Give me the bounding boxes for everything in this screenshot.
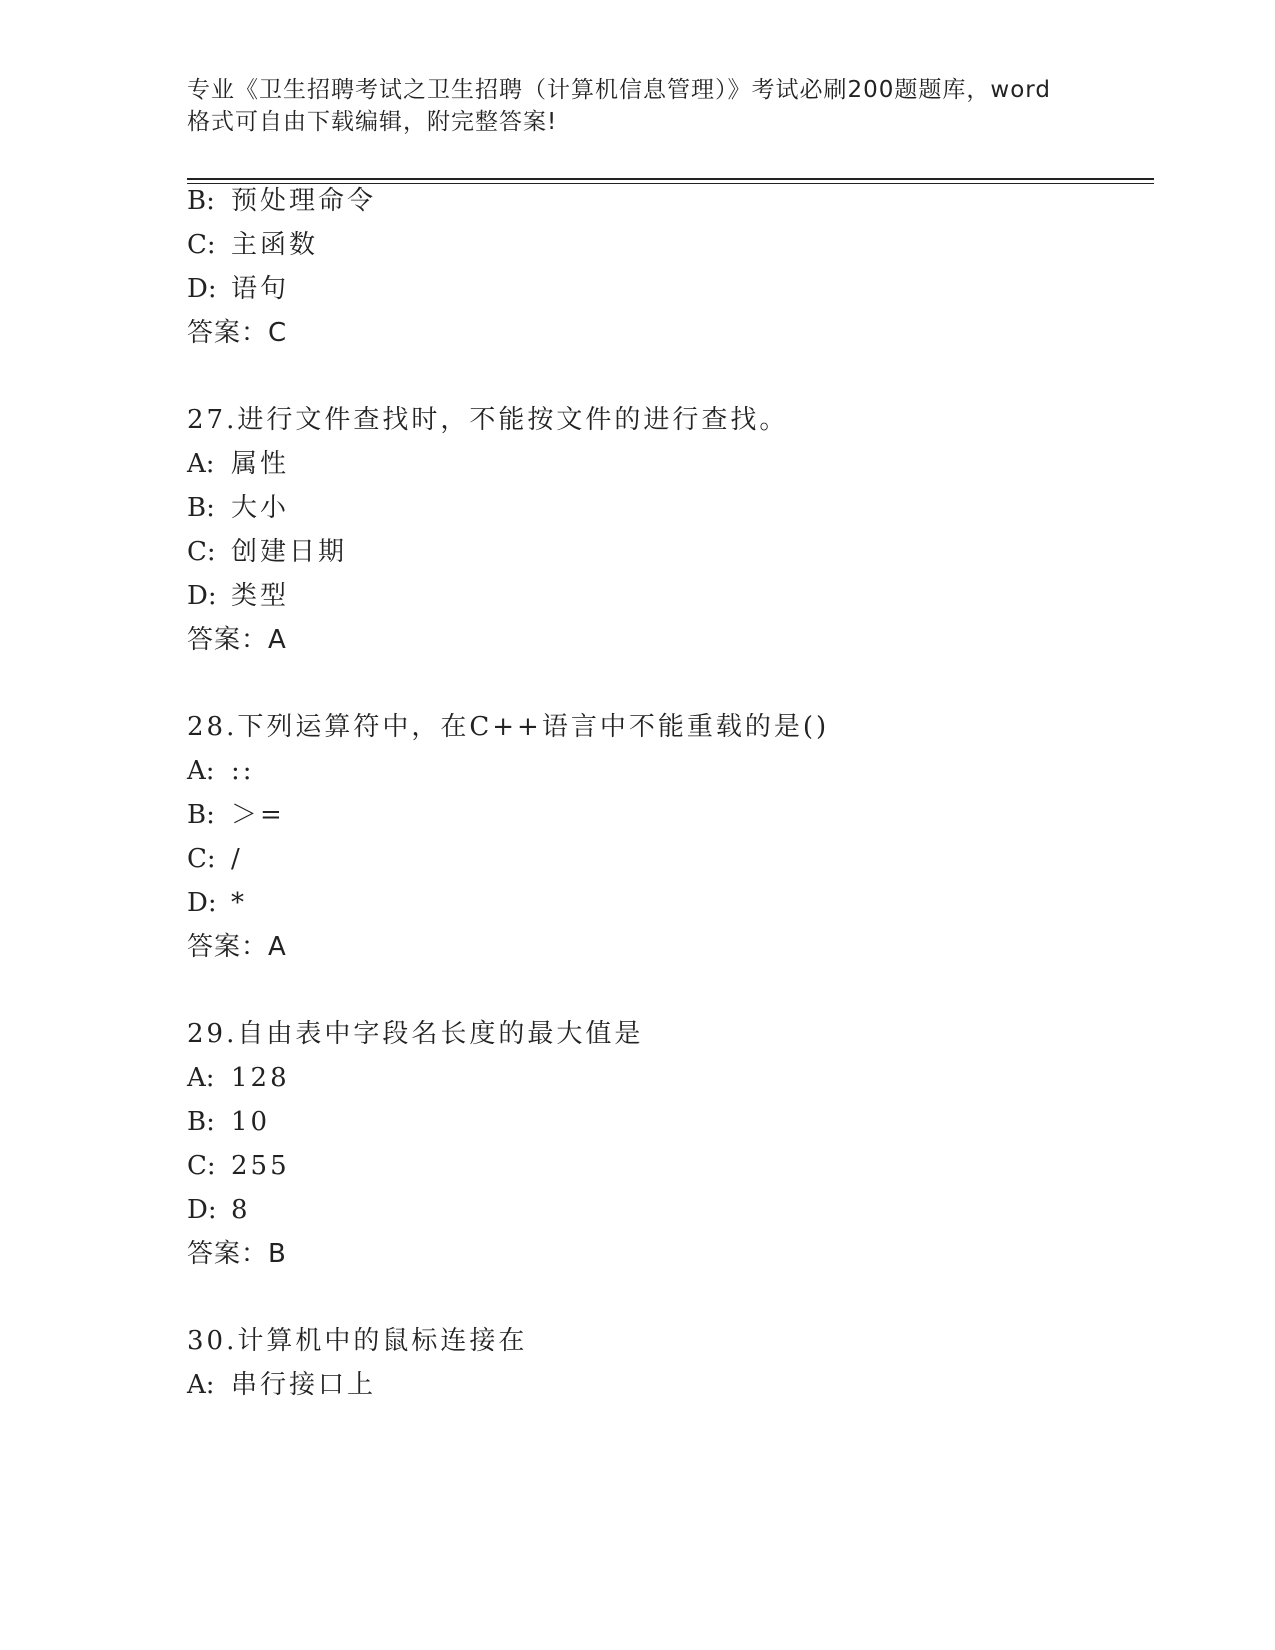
option-text: 类型 — [231, 581, 290, 611]
option-text: 128 — [231, 1063, 290, 1093]
option-text: 255 — [231, 1151, 290, 1181]
q27-answer: 答案：A — [187, 625, 287, 655]
q29-option-c — [187, 1149, 290, 1183]
option-text: 大小 — [231, 493, 290, 523]
option-label: B: — [187, 800, 215, 830]
option-label: D: — [187, 274, 217, 304]
option-label: B: — [187, 186, 215, 216]
q26-option-b — [187, 184, 376, 218]
q30-option-a — [187, 1368, 376, 1402]
q28-option-c — [187, 842, 243, 876]
q28-option-a — [187, 754, 255, 788]
option-text: 8 — [231, 1195, 251, 1225]
q27-option-b — [187, 491, 289, 525]
option-label: D: — [187, 1195, 217, 1225]
option-text: / — [231, 844, 243, 874]
q28-answer: 答案：A — [187, 932, 287, 962]
q26-option-c — [187, 228, 318, 262]
option-label: A: — [187, 449, 215, 479]
q29-option-b — [187, 1105, 270, 1139]
document-header — [187, 74, 1087, 138]
option-text: 主函数 — [231, 230, 319, 260]
q27-question: 27.进行文件查找时，不能按文件的进行查找。 — [187, 405, 789, 435]
option-label: C: — [187, 230, 216, 260]
option-label: C: — [187, 844, 216, 874]
q29-answer: 答案：B — [187, 1239, 287, 1269]
q28-question: 28.下列运算符中，在C++语言中不能重载的是() — [187, 712, 830, 742]
q27-option-c — [187, 535, 347, 569]
option-label: C: — [187, 1151, 216, 1181]
option-label: D: — [187, 888, 217, 918]
option-label: D: — [187, 581, 217, 611]
q28-option-d — [187, 886, 247, 920]
option-label: C: — [187, 537, 216, 567]
option-text: 预处理命令 — [231, 186, 377, 216]
header-divider-thick — [187, 178, 1154, 180]
q26-option-d — [187, 272, 289, 306]
q26-answer: 答案：C — [187, 318, 288, 348]
q30-question: 30.计算机中的鼠标连接在 — [187, 1326, 528, 1356]
option-text: 串行接口上 — [231, 1370, 377, 1400]
option-label: A: — [187, 756, 215, 786]
q29-option-a — [187, 1061, 290, 1095]
option-label: A: — [187, 1063, 215, 1093]
option-text: :: — [231, 756, 255, 786]
option-label: B: — [187, 1107, 215, 1137]
option-text: 创建日期 — [231, 537, 348, 567]
header-line-2: 格式可自由下载编辑，附完整答案! — [187, 109, 558, 135]
option-label: A: — [187, 1370, 215, 1400]
option-label: B: — [187, 493, 215, 523]
header-line-1: 专业《卫生招聘考试之卫生招聘（计算机信息管理）》考试必刷200题题库，word — [187, 77, 1051, 103]
option-text: ＞= — [231, 800, 285, 830]
option-text: * — [231, 888, 247, 918]
q27-option-d — [187, 579, 289, 613]
q28-option-b — [187, 798, 285, 832]
option-text: 10 — [231, 1107, 271, 1137]
q29-option-d — [187, 1193, 251, 1227]
option-text: 属性 — [231, 449, 290, 479]
q27-option-a — [187, 447, 289, 481]
option-text: 语句 — [231, 274, 290, 304]
q29-question: 29.自由表中字段名长度的最大值是 — [187, 1019, 644, 1049]
